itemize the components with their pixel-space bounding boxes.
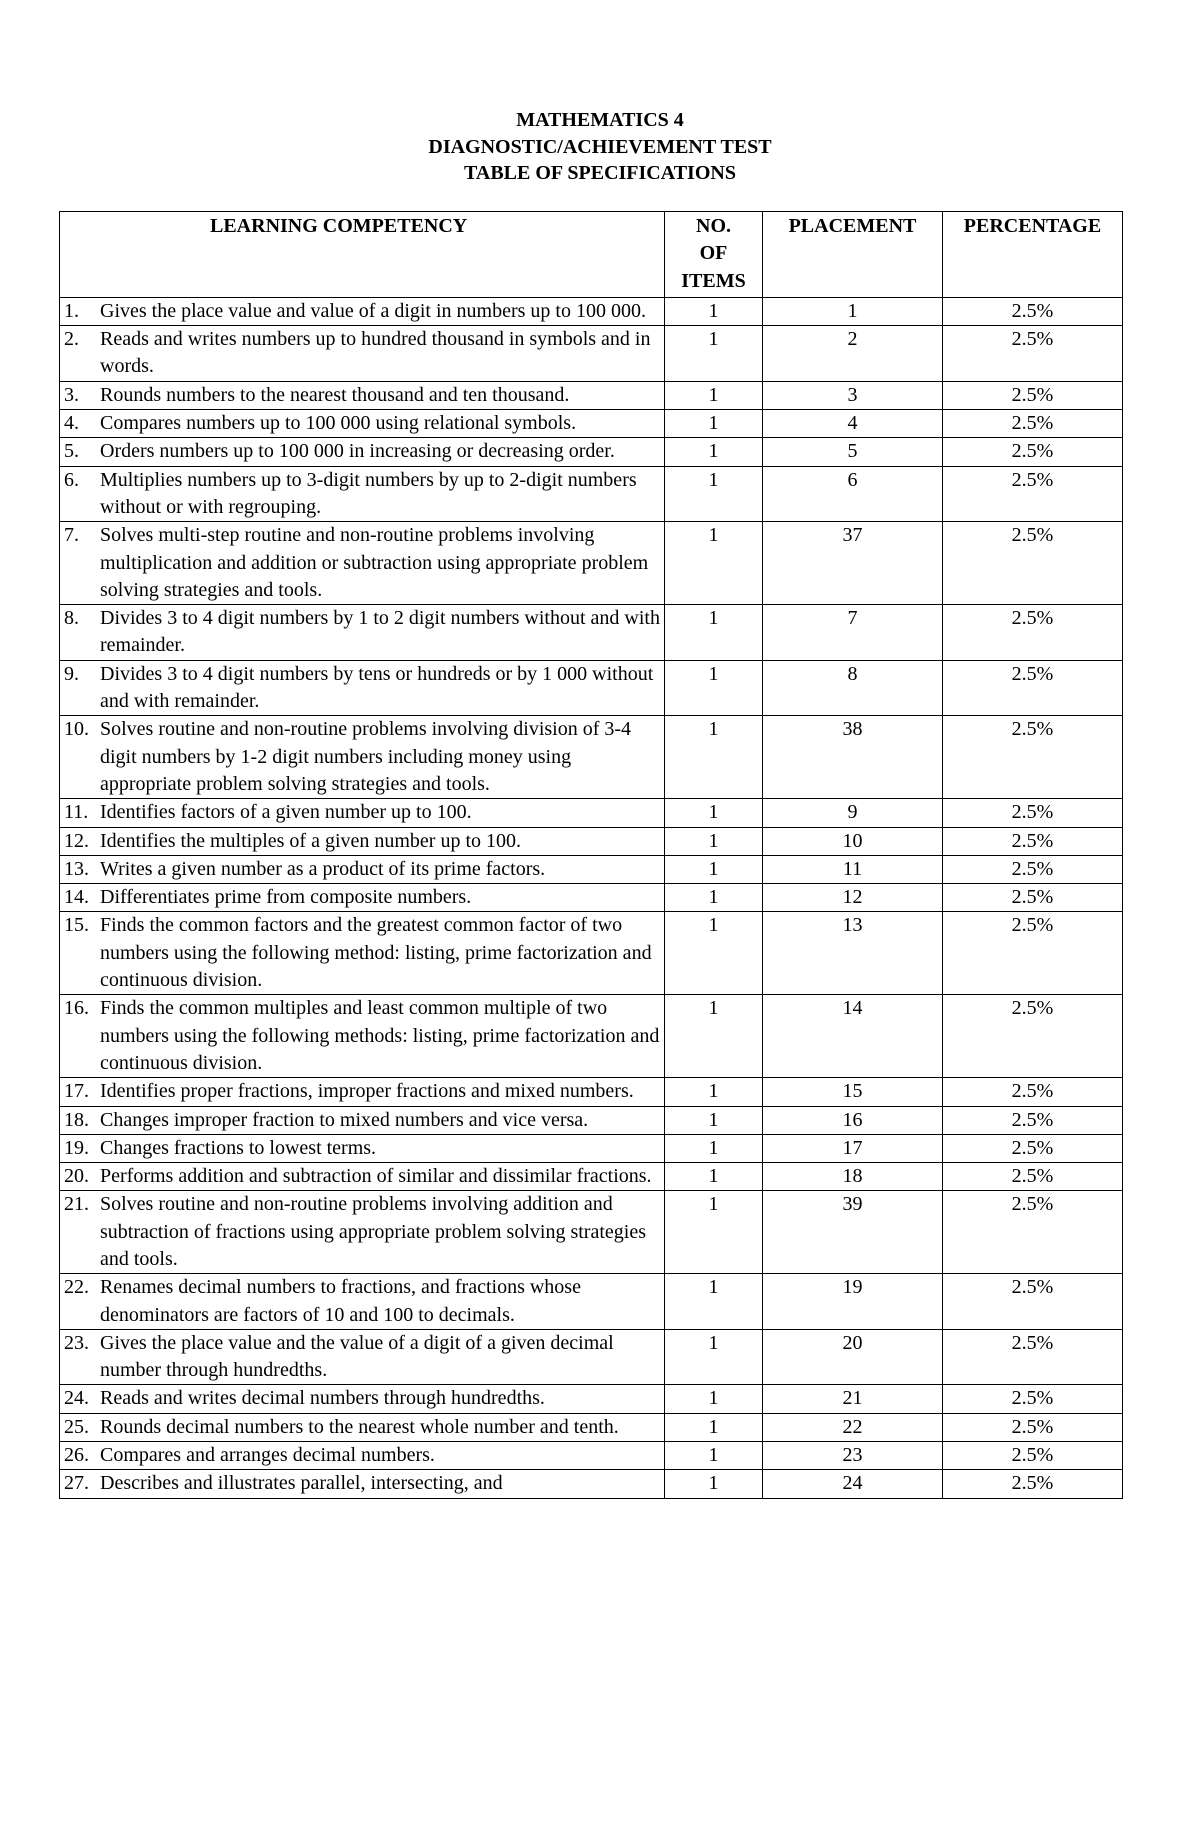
percentage-cell: 2.5% [943, 1385, 1123, 1413]
competency-text: Compares numbers up to 100 000 using relational symbols. [100, 412, 577, 435]
table-row [60, 326, 1123, 382]
table-row [60, 827, 1123, 855]
competency-cell [60, 410, 665, 438]
competency-cell [60, 1385, 665, 1413]
percentage-cell: 2.5% [943, 1274, 1123, 1330]
document-title [0, 107, 1200, 187]
placement-cell: 7 [763, 605, 943, 661]
items-cell: 1 [665, 660, 763, 716]
competency-text: Identifies proper fractions, improper fractions and mixed numbers. [100, 1080, 634, 1103]
competency-number: 17. [64, 1080, 89, 1103]
percentage-cell: 2.5% [943, 326, 1123, 382]
competency-number: 11. [64, 801, 89, 824]
items-cell: 1 [665, 297, 763, 325]
competency-number: 19. [64, 1136, 89, 1159]
items-cell: 1 [665, 466, 763, 522]
table-row [60, 1134, 1123, 1162]
header-learning-competency: LEARNING COMPETENCY [60, 212, 665, 298]
competency-text: Solves multi-step routine and non-routine problems involving multiplication and addition or subtraction using appropriate problem solving strategies and tools. [100, 524, 649, 601]
placement-cell: 6 [763, 466, 943, 522]
competency-text: Finds the common multiples and least common multiple of two numbers using the following methods: listing, prime factorization and continuous division. [100, 997, 660, 1074]
competency-text: Rounds numbers to the nearest thousand and ten thousand. [100, 383, 570, 406]
items-cell: 1 [665, 1191, 763, 1274]
placement-cell: 10 [763, 827, 943, 855]
items-cell: 1 [665, 410, 763, 438]
competency-cell [60, 1134, 665, 1162]
placement-cell: 12 [763, 884, 943, 912]
competency-cell [60, 827, 665, 855]
table-row [60, 438, 1123, 466]
competency-number: 23. [64, 1331, 89, 1354]
competency-cell [60, 438, 665, 466]
competency-number: 13. [64, 857, 89, 880]
items-cell: 1 [665, 1470, 763, 1498]
items-cell: 1 [665, 1106, 763, 1134]
title-line-subject: MATHEMATICS 4 [516, 109, 684, 131]
competency-cell [60, 799, 665, 827]
percentage-cell: 2.5% [943, 466, 1123, 522]
competency-cell [60, 1274, 665, 1330]
items-cell: 1 [665, 438, 763, 466]
competency-cell [60, 660, 665, 716]
table-row [60, 381, 1123, 409]
competency-text: Identifies the multiples of a given number up to 100. [100, 829, 522, 852]
percentage-cell: 2.5% [943, 297, 1123, 325]
placement-cell: 2 [763, 326, 943, 382]
table-row [60, 716, 1123, 799]
items-cell: 1 [665, 1163, 763, 1191]
items-cell: 1 [665, 605, 763, 661]
placement-cell: 11 [763, 855, 943, 883]
percentage-cell: 2.5% [943, 855, 1123, 883]
items-cell: 1 [665, 884, 763, 912]
items-cell: 1 [665, 1274, 763, 1330]
percentage-cell: 2.5% [943, 912, 1123, 995]
items-cell: 1 [665, 326, 763, 382]
items-cell: 1 [665, 522, 763, 605]
placement-cell: 18 [763, 1163, 943, 1191]
competency-text: Changes fractions to lowest terms. [100, 1136, 377, 1159]
competency-cell [60, 855, 665, 883]
competency-text: Gives the place value and value of a digit in numbers up to 100 000. [100, 299, 646, 322]
competency-cell [60, 1191, 665, 1274]
table-row [60, 660, 1123, 716]
title-line-tos: TABLE OF SPECIFICATIONS [464, 162, 736, 184]
table-row [60, 466, 1123, 522]
percentage-cell: 2.5% [943, 799, 1123, 827]
table-row [60, 522, 1123, 605]
competency-cell [60, 995, 665, 1078]
competency-number: 9. [64, 662, 79, 685]
placement-cell: 9 [763, 799, 943, 827]
items-cell: 1 [665, 855, 763, 883]
competency-cell [60, 716, 665, 799]
table-row [60, 297, 1123, 325]
competency-cell [60, 381, 665, 409]
placement-cell: 3 [763, 381, 943, 409]
competency-number: 18. [64, 1108, 89, 1131]
percentage-cell: 2.5% [943, 1106, 1123, 1134]
placement-cell: 16 [763, 1106, 943, 1134]
competency-cell [60, 1470, 665, 1498]
competency-number: 25. [64, 1415, 89, 1438]
percentage-cell: 2.5% [943, 716, 1123, 799]
competency-number: 20. [64, 1165, 89, 1188]
table-row [60, 1385, 1123, 1413]
header-percentage: PERCENTAGE [943, 212, 1123, 298]
competency-cell [60, 326, 665, 382]
placement-cell: 20 [763, 1329, 943, 1385]
percentage-cell: 2.5% [943, 1134, 1123, 1162]
table-body [60, 297, 1123, 1498]
competency-text: Solves routine and non-routine problems involving addition and subtraction of fractions using appropriate problem solving strategies and tools. [100, 1193, 646, 1270]
competency-text: Orders numbers up to 100 000 in increasing or decreasing order. [100, 440, 615, 463]
competency-cell [60, 1163, 665, 1191]
competency-number: 6. [64, 468, 79, 491]
competency-number: 5. [64, 440, 79, 463]
competency-number: 21. [64, 1193, 89, 1216]
table-row [60, 1078, 1123, 1106]
competency-text: Rounds decimal numbers to the nearest whole number and tenth. [100, 1415, 619, 1438]
table-row [60, 1413, 1123, 1441]
table-row [60, 1442, 1123, 1470]
placement-cell: 23 [763, 1442, 943, 1470]
percentage-cell: 2.5% [943, 1329, 1123, 1385]
competency-cell [60, 1329, 665, 1385]
items-cell: 1 [665, 799, 763, 827]
competency-number: 16. [64, 997, 89, 1020]
percentage-cell: 2.5% [943, 1078, 1123, 1106]
competency-text: Writes a given number as a product of its prime factors. [100, 857, 546, 880]
table-row [60, 1191, 1123, 1274]
placement-cell: 19 [763, 1274, 943, 1330]
competency-text: Reads and writes decimal numbers through hundredths. [100, 1387, 545, 1410]
percentage-cell: 2.5% [943, 1413, 1123, 1441]
competency-text: Identifies factors of a given number up to 100. [100, 801, 472, 824]
percentage-cell: 2.5% [943, 438, 1123, 466]
percentage-cell: 2.5% [943, 1163, 1123, 1191]
competency-cell [60, 1413, 665, 1441]
percentage-cell: 2.5% [943, 605, 1123, 661]
items-cell: 1 [665, 995, 763, 1078]
items-cell: 1 [665, 1442, 763, 1470]
items-cell: 1 [665, 1078, 763, 1106]
percentage-cell: 2.5% [943, 827, 1123, 855]
competency-number: 15. [64, 914, 89, 937]
placement-cell: 1 [763, 297, 943, 325]
competency-text: Performs addition and subtraction of similar and dissimilar fractions. [100, 1165, 652, 1188]
placement-cell: 38 [763, 716, 943, 799]
header-no-of-items: NO. OF ITEMS [665, 212, 763, 298]
items-cell: 1 [665, 1413, 763, 1441]
percentage-cell: 2.5% [943, 1191, 1123, 1274]
competency-text: Finds the common factors and the greatest common factor of two numbers using the following method: listing, prime factorization and continuous division. [100, 914, 652, 992]
placement-cell: 4 [763, 410, 943, 438]
table-row [60, 855, 1123, 883]
table-row [60, 410, 1123, 438]
table-row [60, 1163, 1123, 1191]
competency-text: Solves routine and non-routine problems involving division of 3-4 digit numbers by 1-2 digit numbers including money using appropriate problem solving strategies and tools. [100, 718, 632, 795]
percentage-cell: 2.5% [943, 660, 1123, 716]
competency-number: 7. [64, 524, 79, 547]
table-header-row [60, 212, 1123, 298]
competency-cell [60, 884, 665, 912]
placement-cell: 24 [763, 1470, 943, 1498]
competency-number: 8. [64, 607, 79, 630]
placement-cell: 14 [763, 995, 943, 1078]
competency-text: Renames decimal numbers to fractions, and fractions whose denominators are factors of 10 and 100 to decimals. [100, 1276, 581, 1326]
header-placement: PLACEMENT [763, 212, 943, 298]
placement-cell: 13 [763, 912, 943, 995]
percentage-cell: 2.5% [943, 381, 1123, 409]
competency-cell [60, 1078, 665, 1106]
competency-text: Divides 3 to 4 digit numbers by tens or hundreds or by 1 000 without and with remainder. [100, 662, 654, 713]
competency-cell [60, 466, 665, 522]
percentage-cell: 2.5% [943, 1470, 1123, 1498]
competency-cell [60, 1106, 665, 1134]
table-row [60, 1274, 1123, 1330]
competency-text: Divides 3 to 4 digit numbers by 1 to 2 digit numbers without and with remainder. [100, 607, 660, 657]
table-row [60, 995, 1123, 1078]
items-cell: 1 [665, 1329, 763, 1385]
placement-cell: 15 [763, 1078, 943, 1106]
competency-cell [60, 912, 665, 995]
competency-cell [60, 1442, 665, 1470]
competency-text: Differentiates prime from composite numbers. [100, 886, 472, 909]
table-row [60, 799, 1123, 827]
competency-text: Multiplies numbers up to 3-digit numbers by up to 2-digit numbers without or with regrouping. [100, 468, 637, 518]
items-cell: 1 [665, 1134, 763, 1162]
competency-cell [60, 605, 665, 661]
competency-number: 2. [64, 328, 79, 351]
items-cell: 1 [665, 381, 763, 409]
percentage-cell: 2.5% [943, 410, 1123, 438]
competency-number: 22. [64, 1276, 89, 1299]
competency-text: Compares and arranges decimal numbers. [100, 1444, 435, 1467]
competency-number: 1. [64, 299, 79, 322]
table-row [60, 1106, 1123, 1134]
placement-cell: 8 [763, 660, 943, 716]
competency-cell [60, 297, 665, 325]
placement-cell: 22 [763, 1413, 943, 1441]
table-row [60, 605, 1123, 661]
table-row [60, 1470, 1123, 1498]
competency-number: 3. [64, 383, 79, 406]
competency-text: Describes and illustrates parallel, intersecting, and [100, 1472, 503, 1495]
placement-cell: 21 [763, 1385, 943, 1413]
competency-cell [60, 522, 665, 605]
items-cell: 1 [665, 827, 763, 855]
placement-cell: 39 [763, 1191, 943, 1274]
competency-text: Reads and writes numbers up to hundred thousand in symbols and in words. [100, 328, 651, 378]
competency-number: 27. [64, 1472, 89, 1495]
percentage-cell: 2.5% [943, 995, 1123, 1078]
percentage-cell: 2.5% [943, 522, 1123, 605]
placement-cell: 17 [763, 1134, 943, 1162]
items-cell: 1 [665, 912, 763, 995]
items-cell: 1 [665, 1385, 763, 1413]
title-line-test: DIAGNOSTIC/ACHIEVEMENT TEST [428, 135, 772, 158]
competency-number: 26. [64, 1444, 89, 1467]
placement-cell: 5 [763, 438, 943, 466]
competency-number: 24. [64, 1387, 89, 1410]
competency-number: 10. [64, 718, 89, 741]
items-cell: 1 [665, 716, 763, 799]
table-row [60, 1329, 1123, 1385]
placement-cell: 37 [763, 522, 943, 605]
table-row [60, 884, 1123, 912]
competency-number: 14. [64, 886, 89, 909]
table-row [60, 912, 1123, 995]
competency-text: Gives the place value and the value of a digit of a given decimal number through hundredths. [100, 1331, 614, 1382]
percentage-cell: 2.5% [943, 884, 1123, 912]
competency-text: Changes improper fraction to mixed numbers and vice versa. [100, 1108, 589, 1131]
specifications-table [59, 211, 1123, 1499]
competency-number: 4. [64, 412, 79, 435]
competency-number: 12. [64, 829, 89, 852]
percentage-cell: 2.5% [943, 1442, 1123, 1470]
